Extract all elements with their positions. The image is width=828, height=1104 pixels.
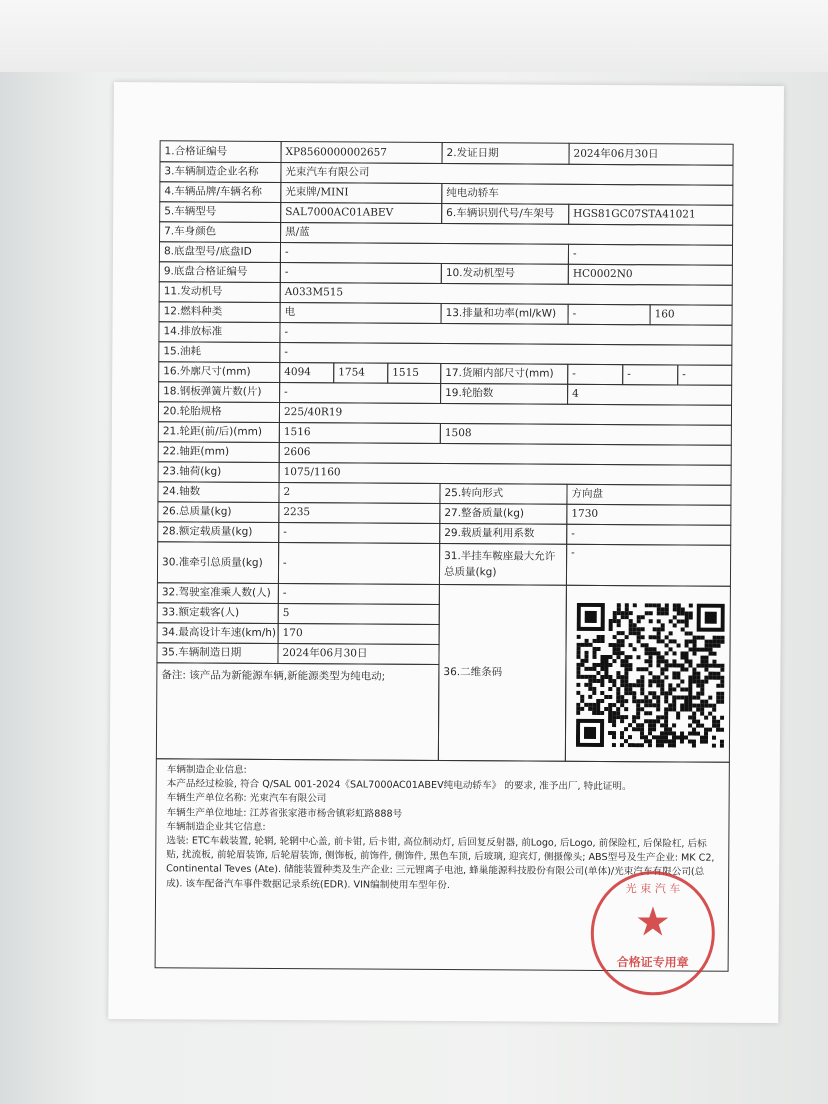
info-options: 选装: ETC车载装置, 轮辋, 轮辋中心盖, 前卡钳, 后卡钳, 高位制动灯, 后回复反射器, 前Logo, 后Logo, 前保险杠, 后保险杠, 后标贴, 扰流板, 前轮眉装饰, 后轮眉装饰, 侧饰板, 前饰件, 侧饰件, 黑色车顶, 后玻璃, 迎宾灯, 侧摄像头; ABS型号及生产企业: MK C2, Continental Teves (Ate). 储能装置种类及生产企业: 三元锂离子电池, 蜂巢能源科技股份有限公司(单体)/光束汽车有限公司(总成). 该车配备汽车事件数据记录系统(EDR). VIN编制使用车型年份. [166, 835, 715, 891]
vehicle-name-value: 纯电动轿车 [441, 183, 733, 206]
steering-label: 25.转向形式 [439, 483, 567, 505]
power-label: 13.排量和功率(ml/kW) [441, 303, 569, 325]
model-label: 5.车辆型号 [159, 201, 281, 223]
axle-count-value: 2 [278, 482, 440, 504]
curb-mass-value: 1730 [566, 504, 731, 526]
chassis-value: - [280, 242, 569, 265]
tire-spec-label: 20.轮胎规格 [158, 401, 280, 423]
info-inspection: 本产品经过检验, 符合 Q/SAL 001-2024《SAL7000AC01ABEV纯电动轿车》 的要求, 准予出厂, 特此证明。 [166, 778, 632, 793]
displacement-value: - [568, 304, 651, 326]
chassis-id-value: - [568, 244, 733, 266]
fuel-value: 电 [280, 302, 442, 324]
cargo-dimensions-label: 17.货厢内部尺寸(mm) [440, 363, 568, 385]
rated-load-label: 28.额定载质量(kg) [157, 521, 279, 543]
height-value: 1515 [387, 363, 441, 384]
info-other-title: 车辆制造企业其它信息: [166, 821, 266, 833]
towing-mass-value: - [278, 542, 440, 585]
chassis-cert-label: 9.底盘合格证编号 [159, 261, 281, 283]
cargo-length-value: - [567, 364, 623, 385]
info-producer-name: 车辆生产单位名称: 光束汽车有限公司 [166, 792, 327, 805]
info-producer-address: 车辆生产单位地址: 江苏省张家港市杨舍镇彩虹路888号 [166, 806, 403, 820]
power-value: 160 [650, 304, 733, 326]
steering-value: 方向盘 [566, 484, 731, 506]
brand-value: 光束牌/MINI [280, 182, 442, 204]
color-label: 7.车身颜色 [159, 221, 281, 243]
rated-passengers-label: 33.额定载客(人) [157, 602, 279, 624]
track-label: 21.轮距(前/后)(mm) [158, 421, 280, 443]
stamp-company-text: 光 束 汽 车 [625, 882, 681, 896]
axle-count-label: 24.轴数 [157, 481, 279, 503]
cab-seats-label: 32.驾驶室准乘人数(人) [157, 582, 279, 604]
fuel-label: 12.燃料种类 [159, 301, 281, 323]
issue-date-label: 2.发证日期 [442, 142, 570, 165]
certificate-paper [108, 82, 784, 1023]
cert-number-value: XP8560000002657 [281, 141, 443, 164]
brand-label: 4.车辆品牌/车辆名称 [159, 181, 281, 203]
manufacturer-label: 3.车辆制造企业名称 [159, 161, 281, 183]
info-title: 车辆制造企业信息: [166, 764, 247, 776]
max-speed-label: 34.最高设计车速(km/h) [157, 622, 279, 644]
curb-mass-label: 27.整备质量(kg) [439, 503, 567, 525]
axle-load-value: 1075/1160 [279, 462, 732, 486]
emission-label: 14.排放标准 [158, 321, 280, 343]
emission-value: - [279, 322, 732, 346]
wheelbase-label: 22.轴距(mm) [158, 441, 280, 463]
load-utilization-label: 29.载质量利用系数 [439, 523, 567, 545]
issue-date-value: 2024年06月30日 [569, 143, 734, 166]
leaf-spring-value: - [279, 382, 441, 404]
color-value: 黑/蓝 [280, 222, 733, 246]
chassis-cert-value: - [280, 262, 442, 284]
engine-number-label: 11.发动机号 [159, 281, 281, 303]
gross-mass-label: 26.总质量(kg) [157, 501, 279, 523]
tire-spec-value: 225/40R19 [279, 402, 732, 426]
star-icon: ★ [634, 899, 671, 946]
chassis-label: 8.底盘型号/底盘ID [159, 241, 281, 263]
cargo-height-value: - [677, 364, 732, 385]
manufacture-date-value: 2024年06月30日 [277, 643, 439, 665]
leaf-spring-label: 18.钢板弹簧片数(片) [158, 381, 280, 403]
qr-code [576, 603, 725, 748]
manufacture-date-label: 35.车辆制造日期 [156, 642, 278, 664]
vin-value: HGS81GC07STA41021 [568, 204, 733, 226]
rated-passengers-value: 5 [278, 603, 440, 625]
wheelbase-value: 2606 [279, 442, 732, 466]
engine-model-value: HC0002N0 [568, 264, 733, 286]
fuel-consumption-value: - [279, 342, 732, 366]
tire-count-value: 4 [567, 384, 732, 406]
rated-load-value: - [278, 522, 440, 544]
max-speed-value: 170 [278, 623, 440, 645]
semi-trailer-value: - [566, 544, 731, 587]
remark: 备注: 该产品为新能源车辆,新能源类型为纯电动; [156, 662, 440, 761]
cert-number-label: 1.合格证编号 [160, 140, 282, 163]
cab-seats-value: - [278, 583, 440, 605]
manufacturer-value: 光束汽车有限公司 [280, 162, 733, 186]
towing-mass-label: 30.准牵引总质量(kg) [157, 541, 279, 584]
tire-count-label: 19.轮胎数 [440, 383, 568, 405]
fuel-consumption-label: 15.油耗 [158, 341, 280, 363]
dimensions-label: 16.外廓尺寸(mm) [158, 361, 280, 383]
track-front-value: 1516 [279, 422, 441, 444]
engine-number-value: A033M515 [280, 282, 733, 306]
track-rear-value: 1508 [440, 423, 732, 446]
background-top-strip [0, 0, 828, 72]
semi-trailer-label: 31.半挂车鞍座最大允许总质量(kg) [439, 543, 567, 586]
model-value: SAL7000AC01ABEV [280, 202, 442, 224]
load-utilization-value: - [566, 524, 731, 546]
engine-model-label: 10.发动机型号 [441, 263, 569, 285]
axle-load-label: 23.轴荷(kg) [158, 461, 280, 483]
stamp-label: 合格证专用章 [616, 955, 689, 970]
official-stamp [590, 871, 715, 996]
cargo-width-value: - [622, 364, 678, 385]
vin-label: 6.车辆识别代号/车架号 [441, 203, 569, 225]
length-value: 4094 [279, 362, 334, 383]
gross-mass-value: 2235 [278, 502, 440, 524]
qr-label-cell: 36.二维条码 [438, 584, 567, 762]
width-value: 1754 [333, 362, 388, 383]
